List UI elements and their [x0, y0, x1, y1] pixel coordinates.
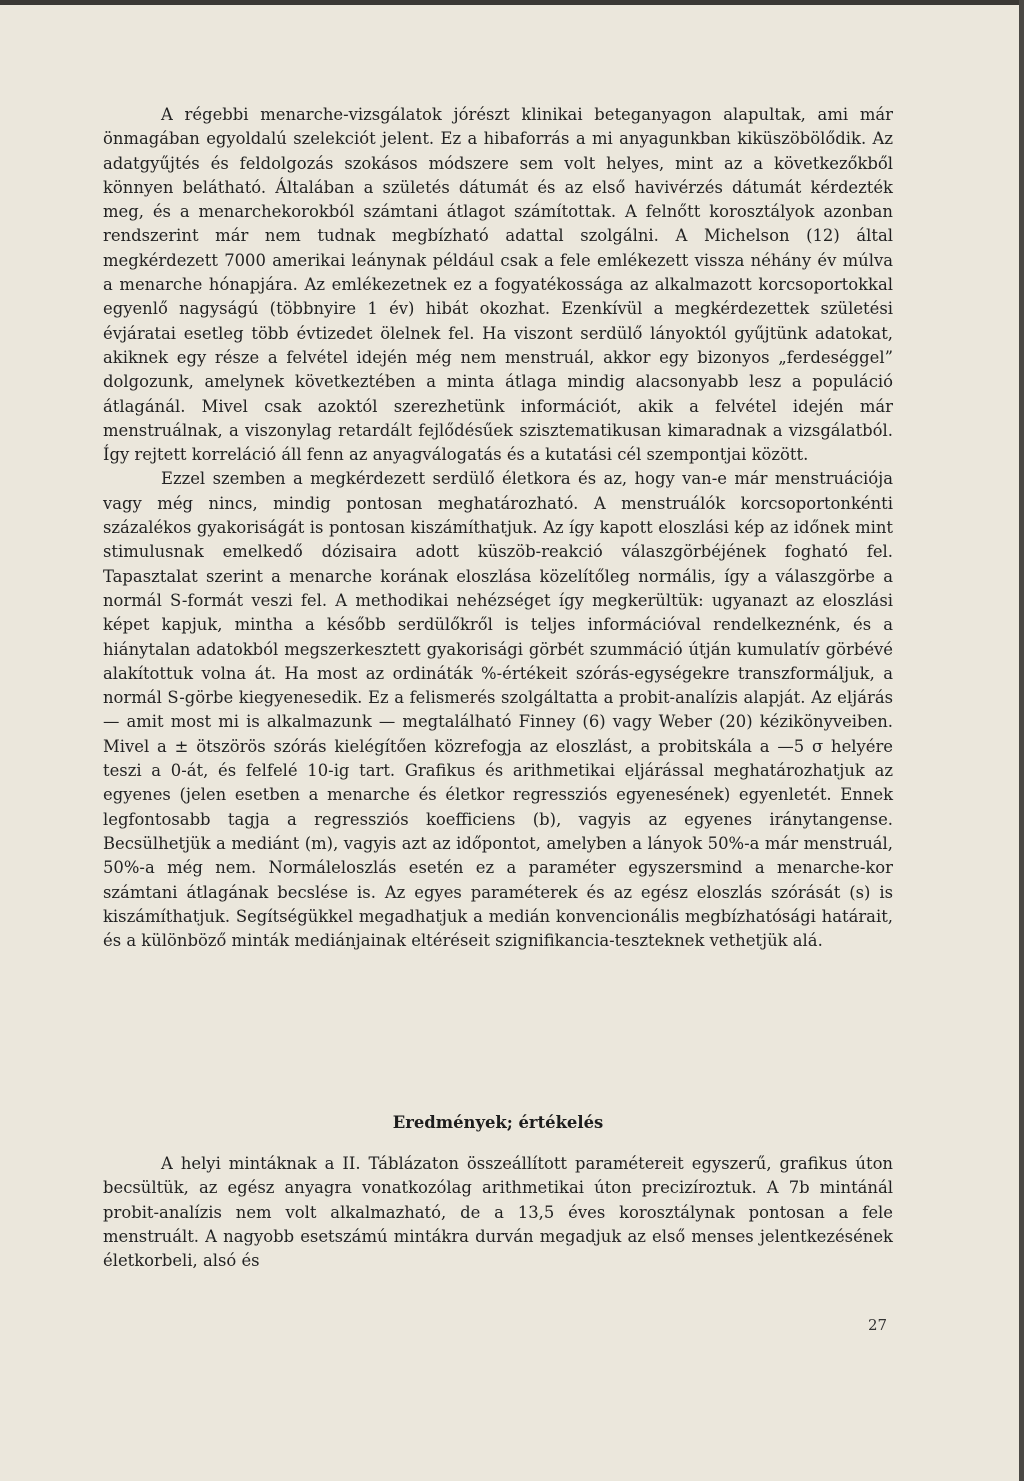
scan-edge-top: [0, 0, 1024, 5]
paragraph-3: A helyi mintáknak a II. Táblázaton összeállított paramétereit egyszerű, grafikus úton becsültük, az egész anyagra vonatkozólag arithmetikai úton precizíroztuk. A 7b mintánál probit-analízis nem volt alkalmazható, de a 13,5 éves korosztálynak pontosan a fele menstruált. A nagyobb esetszámú mintákra durván megadjuk az első menses jelentkezésének életkorbeli, alsó és: [103, 1154, 893, 1271]
scan-edge-right: [1019, 0, 1024, 1481]
paragraph-1: A régebbi menarche-vizsgálatok jórészt klinikai beteganyagon alapultak, ami már önmagában egyoldalú szelekciót jelent. Ez a hibaforrás a mi anyagunkban kiküszöbölődik. Az adatgyűjtés és feldolgozás szokásos módszere sem volt helyes, mint az a következőkből könnyen belátható. Általában a születés dátumát és az első havivérzés dátumát kérdezték meg, és a menarchekorokból számtani átlagot számítottak. A felnőtt korosztályok azonban rendszerint már nem tudnak megbízható adattal szolgálni. A Michelson (12) által megkérdezett 7000 amerikai leánynak például csak a fele emlékezett vissza néhány év múlva a menarche hónapjára. Az emlékezetnek ez a fogyatékossága az alkalmazott korcsoportokkal egyenlő nagyságú (többnyire 1 év) hibát okozhat. Ezenkívül a megkérdezettek születési évjáratai esetleg több évtizedet ölelnek fel. Ha viszont serdülő lányoktól gyűjtünk adatokat, akiknek egy része a felvétel idején még nem menstruál, akkor egy bizonyos „ferdeséggel” dolgozunk, amelynek következtében a minta átlaga mindig alacsonyabb lesz a populáció átlagánál. Mivel csak azoktól szerezhetünk információt, akik a felvétel idején már menstruálnak, a viszonylag retardált fejlődésűek szisztematikusan kimaradnak a vizsgálatból. Így rejtett korreláció áll fenn az anyagválogatás és a kutatási cél szempontjai között.: [103, 105, 893, 465]
page-number: 27: [868, 1316, 888, 1334]
results-text: [103, 1152, 893, 1273]
paragraph-2: Ezzel szemben a megkérdezett serdülő életkora és az, hogy van-e már menstruációja vagy még nincs, mindig pontosan meghatározható. A menstruálók korcsoportonkénti százalékos gyakoriságát is pontosan kiszámíthatjuk. Az így kapott eloszlási kép az időnek mint stimulusnak emelkedő dózisaira adott küszöb-reakció válaszgörbéjének fogható fel. Tapasztalat szerint a menarche korának eloszlása közelítőleg normális, így a válaszgörbe a normál S-formát veszi fel. A methodikai nehézséget így megkerültük: ugyanazt az eloszlási képet kapjuk, mintha a később serdülőkről is teljes információval rendelkeznénk, és a hiánytalan adatokból megszerkesztett gyakorisági görbét szummáció útján kumulatív görbévé alakítottuk volna át. Ha most az ordináták %-értékeit szórás-egységekre transzformáljuk, a normál S-görbe kiegyenesedik. Ez a felismerés szolgáltatta a probit-analízis alapját. Az eljárás — amit most mi is alkalmazunk — megtalálható Finney (6) vagy Weber (20) kézikönyveiben. Mivel a ± ötszörös szórás kielégítően közrefogja az eloszlást, a probitskála a —5 σ helyére teszi a 0-át, és felfelé 10-ig tart. Grafikus és arithmetikai eljárással meghatározhatjuk az egyenes (jelen esetben a menarche és életkor regressziós egyenesének) egyenletét. Ennek legfontosabb tagja a regressziós koefficiens (b), vagyis az egyenes iránytangense. Becsülhetjük a mediánt (m), vagyis azt az időpontot, amelyben a lányok 50%-a már menstruál, 50%-a még nem. Normáleloszlás esetén ez a paraméter egyszersmind a menarche-kor számtani átlagának becslése is. Az egyes paraméterek és az egész eloszlás szórását (s) is kiszámíthatjuk. Segítségükkel megadhatjuk a medián konvencionális megbízhatósági határait, és a különböző minták mediánjainak eltéréseit szignifikancia-teszteknek vethetjük alá.: [103, 469, 893, 951]
section-heading: Eredmények; értékelés: [392, 1113, 604, 1132]
methods-text: [103, 103, 893, 953]
